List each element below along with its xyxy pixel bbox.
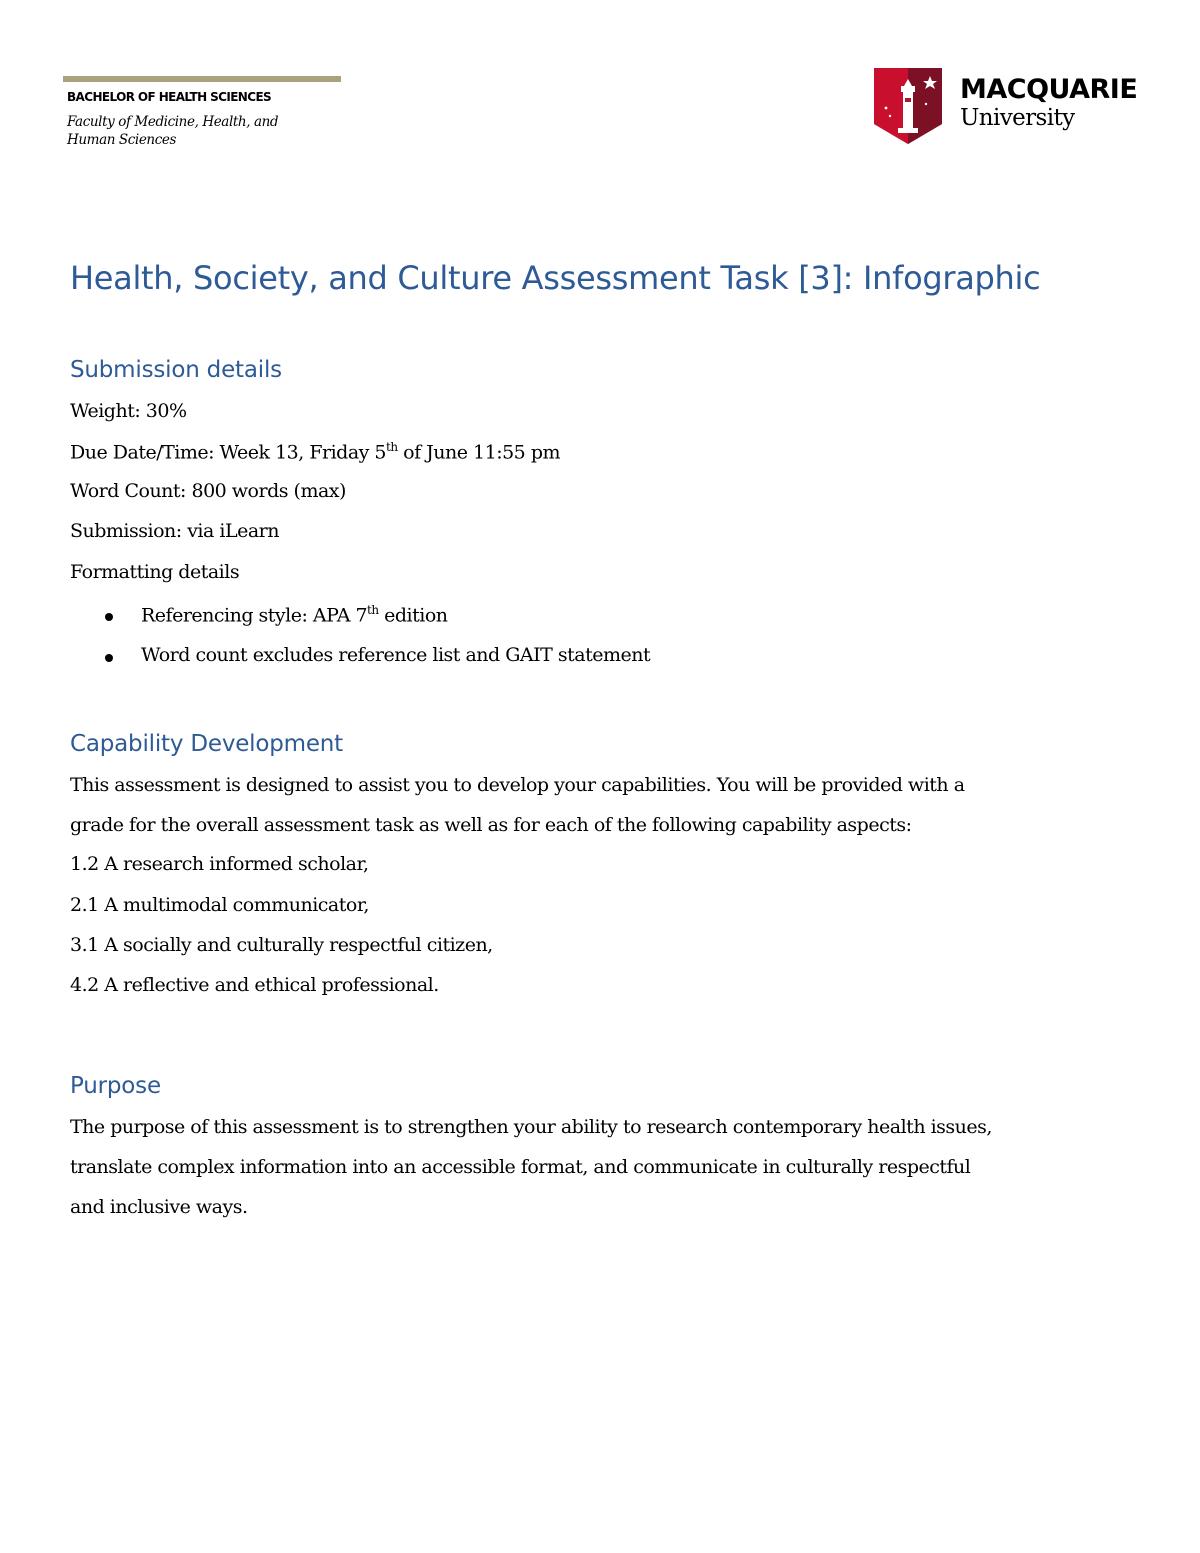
due-date-line <box>70 440 560 463</box>
lighthouse-shield-icon <box>874 68 942 144</box>
capability-paragraph-line: grade for the overall assessment task as well as for each of the following capability aspects: <box>70 814 912 836</box>
word-count-exclusion-item: Word count excludes reference list and GAIT statement <box>141 644 651 666</box>
referencing-text-end: edition <box>378 604 448 627</box>
logo-wordmark: MACQUARIE <box>960 74 1138 105</box>
purpose-paragraph-line: translate complex information into an accessible format, and communicate in culturally respectful <box>70 1156 971 1178</box>
program-name: BACHELOR OF HEALTH SCIENCES <box>67 90 272 104</box>
capability-item: 1.2 A research informed scholar, <box>70 853 369 875</box>
referencing-superscript: th <box>367 603 379 617</box>
due-date-superscript: th <box>386 440 398 454</box>
capability-item: 4.2 A reflective and ethical professional. <box>70 974 439 996</box>
logo-subtitle: University <box>960 105 1075 131</box>
faculty-name: Faculty of Medicine, Health, and Human Sciences <box>67 114 279 148</box>
formatting-heading: Formatting details <box>70 561 240 583</box>
submission-line: Submission: via iLearn <box>70 520 279 542</box>
university-logo <box>874 68 1138 144</box>
capability-item: 2.1 A multimodal communicator, <box>70 894 369 916</box>
purpose-heading: Purpose <box>70 1073 161 1099</box>
due-date-text: Due Date/Time: Week 13, Friday 5 <box>70 441 387 464</box>
purpose-paragraph-line: and inclusive ways. <box>70 1196 248 1218</box>
header-rule <box>63 76 341 82</box>
submission-heading: Submission details <box>70 357 282 383</box>
document-title: Health, Society, and Culture Assessment Task [3]: Infographic <box>70 259 1041 297</box>
referencing-text: Referencing style: APA 7 <box>141 604 368 627</box>
referencing-style-item <box>141 603 448 626</box>
weight-line: Weight: 30% <box>70 400 187 422</box>
due-date-text-end: of June 11:55 pm <box>397 441 560 464</box>
capability-heading: Capability Development <box>70 731 343 757</box>
capability-paragraph-line: This assessment is designed to assist you to develop your capabilities. You will be provided with a <box>70 774 965 796</box>
purpose-paragraph-line: The purpose of this assessment is to strengthen your ability to research contemporary health issues, <box>70 1116 992 1138</box>
bullet-icon <box>105 654 113 662</box>
capability-item: 3.1 A socially and culturally respectful citizen, <box>70 934 493 956</box>
word-count-line: Word Count: 800 words (max) <box>70 480 346 502</box>
bullet-icon <box>105 613 113 621</box>
